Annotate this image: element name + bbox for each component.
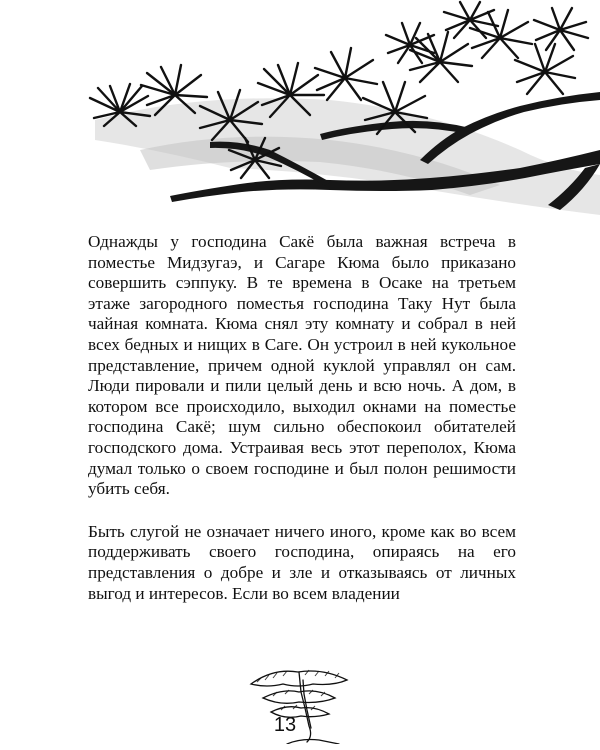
- paragraph: Однажды у господина Сакё была важная встреча в поместье Мидзугаэ, и Сагаре Кюма было приказано совершить сэппуку. В те времена в Осаке на третьем этаже загородного поместья господина Таку Нут была чайная комната. Кюма снял эту комнату и собрал в ней всех бедных и нищих в Саге. Он устроил в ней кукольное представление, причем одной куклой управлял он сам. Люди пировали и пили целый день и всю ночь. А дом, в котором все происходило, выходил окнами на поместье господина Сакё; шум сильно обеспокоил обитателей господского дома. Устраивая весь этот переполох, Кюма думал только о своем господине и был полон решимости убить себя.: [88, 232, 516, 499]
- paragraph: Быть слугой не означает ничего иного, кроме как во всем поддерживать своего господина, опираясь на его представления о добре и зле и отказываясь от личных выгод и интересов. Если во всем владении: [88, 521, 516, 603]
- pine-branch-illustration: [0, 0, 600, 225]
- page-number: 13: [273, 714, 297, 736]
- main-text: [88, 232, 516, 604]
